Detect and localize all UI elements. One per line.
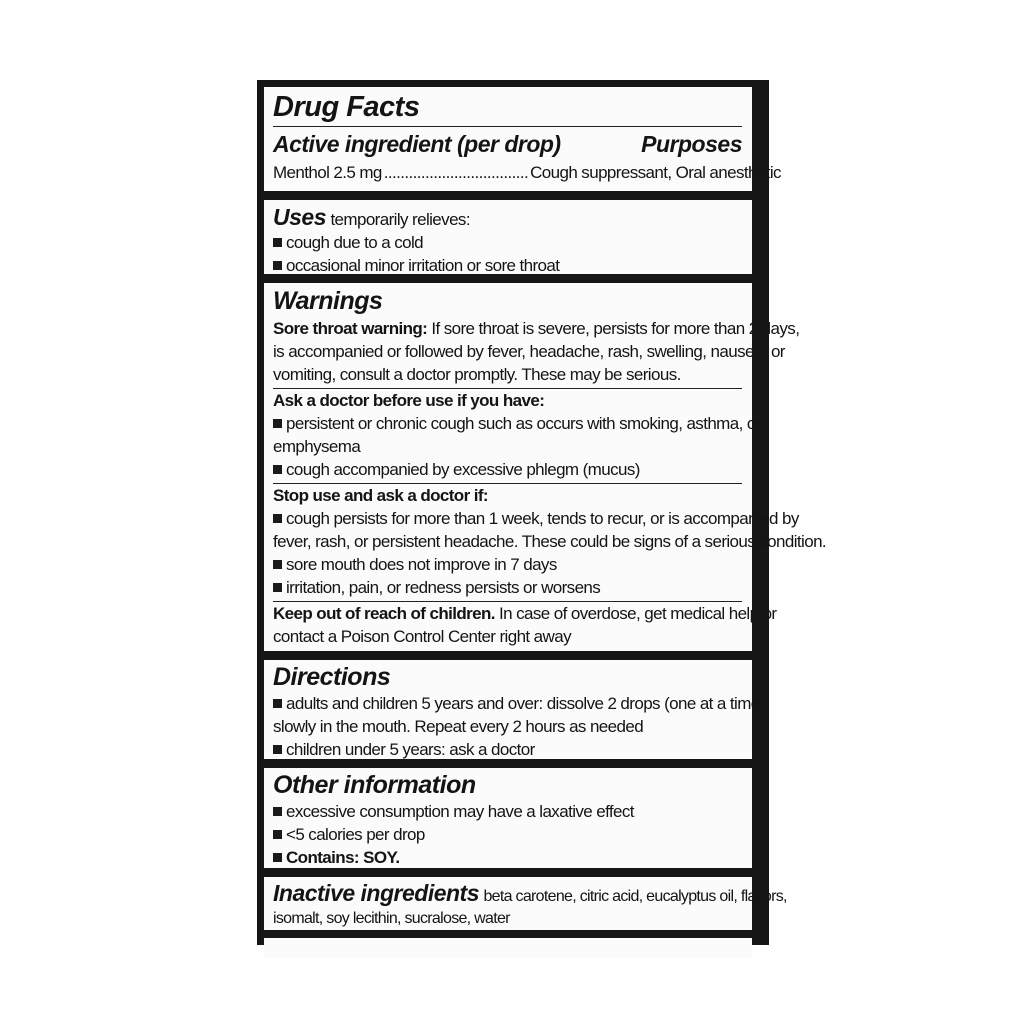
purposes-header: Purposes	[641, 131, 742, 157]
drug-facts-panel	[257, 80, 827, 945]
stop-use-item-continued: fever, rash, or persistent headache. These could be signs of a serious condition.	[273, 532, 827, 551]
ask-doctor-heading: Ask a doctor before use if you have:	[273, 391, 545, 410]
active-ingredient-name: Menthol 2.5 mg	[273, 163, 382, 182]
other-information-item: <5 calories per drop	[273, 823, 742, 846]
sore-throat-warning-text: If sore throat is severe, persists for more than 2 days,	[431, 319, 800, 338]
ask-doctor-item-continued: emphysema	[273, 437, 361, 456]
warnings-section	[264, 283, 827, 651]
other-information-section	[264, 768, 752, 868]
inactive-ingredients-text: isomalt, soy lecithin, sucralose, water	[273, 910, 510, 927]
uses-item: cough due to a cold	[273, 231, 742, 254]
ask-doctor-item: cough accompanied by excessive phlegm (mucus)	[273, 458, 742, 481]
inactive-ingredients-section	[264, 877, 787, 930]
stop-use-item: cough persists for more than 1 week, tends to recur, or is accompanied by	[273, 507, 742, 530]
inactive-ingredients-title: Inactive ingredients	[273, 880, 480, 906]
keep-out-of-reach-text: In case of overdose, get medical help or	[499, 604, 777, 623]
contains-allergen: Contains: SOY.	[273, 846, 742, 869]
keep-out-of-reach-heading: Keep out of reach of children.	[273, 604, 495, 623]
warnings-title: Warnings	[273, 287, 383, 315]
directions-section	[264, 660, 765, 759]
uses-item: occasional minor irritation or sore throat	[273, 254, 742, 277]
cropped-next-section	[264, 938, 752, 958]
sore-throat-warning-heading: Sore throat warning:	[273, 319, 428, 338]
sore-throat-warning-text: is accompanied or followed by fever, headache, rash, swelling, nausea, or	[273, 342, 785, 361]
stop-use-item: sore mouth does not improve in 7 days	[273, 553, 742, 576]
active-ingredient-purpose: Cough suppressant, Oral anesthetic	[530, 163, 781, 182]
sore-throat-warning-text: vomiting, consult a doctor promptly. These may be serious.	[273, 365, 681, 384]
ask-doctor-item: persistent or chronic cough such as occurs with smoking, asthma, or	[273, 412, 742, 435]
active-ingredient-header: Active ingredient (per drop)	[273, 131, 561, 157]
inactive-ingredients-text: beta carotene, citric acid, eucalyptus oil, flavors,	[483, 888, 787, 905]
other-information-title: Other information	[273, 771, 476, 799]
uses-title: Uses	[273, 204, 326, 230]
keep-out-of-reach-text: contact a Poison Control Center right away	[273, 627, 571, 646]
drug-facts-title: Drug Facts	[273, 91, 420, 123]
directions-item-continued: slowly in the mouth. Repeat every 2 hours as needed	[273, 717, 644, 736]
active-ingredient-section	[264, 87, 781, 191]
uses-intro: temporarily relieves:	[330, 210, 470, 229]
other-information-item: excessive consumption may have a laxative effect	[273, 800, 742, 823]
directions-item: adults and children 5 years and over: dissolve 2 drops (one at a time)	[273, 692, 742, 715]
dot-leader: ...................................	[383, 163, 529, 182]
directions-item: children under 5 years: ask a doctor	[273, 738, 742, 761]
uses-section	[264, 200, 752, 274]
stop-use-heading: Stop use and ask a doctor if:	[273, 486, 488, 505]
stop-use-item: irritation, pain, or redness persists or worsens	[273, 576, 742, 599]
directions-title: Directions	[273, 663, 391, 691]
